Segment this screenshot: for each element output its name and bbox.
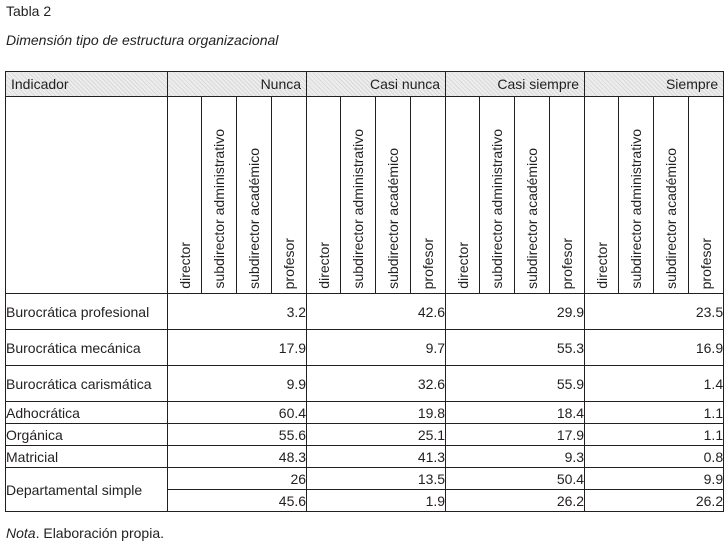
value-siempre: 1.1	[585, 402, 724, 424]
subheader-subdirector-administrativo: subdirector administrativo	[211, 129, 227, 289]
value-casi-siempre: 55.3	[446, 330, 585, 366]
subheader-director: director	[593, 242, 610, 289]
value-casi-nunca: 42.6	[307, 294, 446, 330]
subheader-cell	[550, 97, 585, 294]
value-casi-nunca: 9.7	[307, 330, 446, 366]
subheader-cell	[376, 97, 411, 294]
value-nunca: 55.6	[168, 424, 307, 446]
subheader-profesor: profesor	[698, 237, 715, 289]
value-casi-siempre: 18.4	[446, 402, 585, 424]
value-casi-nunca: 1.9	[307, 490, 446, 512]
value-casi-nunca: 25.1	[307, 424, 446, 446]
value-siempre: 26.2	[585, 490, 724, 512]
value-casi-siempre: 55.9	[446, 366, 585, 402]
value-nunca: 9.9	[168, 366, 307, 402]
value-casi-nunca: 13.5	[307, 468, 446, 490]
subheader-empty	[6, 97, 168, 294]
table-note	[6, 525, 164, 541]
value-nunca: 60.4	[168, 402, 307, 424]
value-casi-nunca: 32.6	[307, 366, 446, 402]
value-casi-siempre: 17.9	[446, 424, 585, 446]
subheader-cell	[202, 97, 237, 294]
table-row	[6, 468, 724, 490]
row-label: Burocrática carismática	[6, 366, 168, 402]
value-casi-nunca: 19.8	[307, 402, 446, 424]
value-casi-siempre: 26.2	[446, 490, 585, 512]
group-header-row	[6, 72, 724, 97]
group-header-casi-siempre: Casi siempre	[446, 72, 585, 97]
value-siempre: 16.9	[585, 330, 724, 366]
note-label: Nota	[6, 525, 36, 541]
subheader-director: director	[315, 242, 332, 289]
subheader-subdirector-academico: subdirector académico	[246, 148, 262, 289]
value-nunca: 26	[168, 468, 307, 490]
value-siempre: 1.1	[585, 424, 724, 446]
subheader-cell	[237, 97, 272, 294]
value-nunca: 17.9	[168, 330, 307, 366]
value-nunca: 48.3	[168, 446, 307, 468]
table-row	[6, 294, 724, 330]
group-header-siempre: Siempre	[585, 72, 724, 97]
value-casi-nunca: 41.3	[307, 446, 446, 468]
subheader-row	[6, 97, 724, 294]
subheader-cell	[168, 97, 202, 294]
subheader-cell	[446, 97, 480, 294]
subheader-cell	[515, 97, 550, 294]
group-header-nunca: Nunca	[168, 72, 307, 97]
subheader-cell	[411, 97, 446, 294]
subheader-cell	[585, 97, 619, 294]
value-siempre: 9.9	[585, 468, 724, 490]
row-label: Adhocrática	[6, 402, 168, 424]
value-nunca: 3.2	[168, 294, 307, 330]
indicator-header: Indicador	[6, 72, 168, 97]
value-nunca: 45.6	[168, 490, 307, 512]
value-siempre: 23.5	[585, 294, 724, 330]
table-subtitle: Dimensión tipo de estructura organizacional	[6, 32, 279, 48]
subheader-subdirector-academico: subdirector académico	[663, 148, 680, 289]
value-casi-siempre: 29.9	[446, 294, 585, 330]
subheader-cell	[654, 97, 689, 294]
subheader-subdirector-administrativo: subdirector administrativo	[489, 129, 506, 289]
table-row	[6, 330, 724, 366]
subheader-subdirector-academico: subdirector académico	[524, 148, 541, 289]
value-siempre: 1.4	[585, 366, 724, 402]
row-label: Burocrática mecánica	[6, 330, 168, 366]
group-header-casi-nunca: Casi nunca	[307, 72, 446, 97]
value-siempre: 0.8	[585, 446, 724, 468]
subheader-cell	[619, 97, 654, 294]
row-label: Burocrática profesional	[6, 294, 168, 330]
subheader-cell	[689, 97, 724, 294]
row-label: Matricial	[6, 446, 168, 468]
note-text: . Elaboración propia.	[35, 525, 164, 541]
table-row	[6, 366, 724, 402]
row-label: Orgánica	[6, 424, 168, 446]
subheader-cell	[307, 97, 341, 294]
row-label: Departamental simple	[6, 468, 168, 512]
subheader-subdirector-academico: subdirector académico	[385, 148, 402, 289]
table-title: Tabla 2	[6, 3, 52, 19]
subheader-cell	[272, 97, 307, 294]
subheader-director: director	[176, 242, 193, 289]
subheader-subdirector-administrativo: subdirector administrativo	[628, 129, 645, 289]
subheader-profesor: profesor	[281, 237, 298, 289]
subheader-cell	[341, 97, 376, 294]
data-table	[5, 71, 724, 512]
table-row	[6, 446, 724, 468]
value-casi-siempre: 50.4	[446, 468, 585, 490]
value-casi-siempre: 9.3	[446, 446, 585, 468]
subheader-cell	[480, 97, 515, 294]
subheader-profesor: profesor	[420, 237, 437, 289]
subheader-profesor: profesor	[559, 237, 576, 289]
subheader-director: director	[454, 242, 471, 289]
subheader-subdirector-administrativo: subdirector administrativo	[350, 129, 367, 289]
table-row	[6, 424, 724, 446]
table-row	[6, 402, 724, 424]
